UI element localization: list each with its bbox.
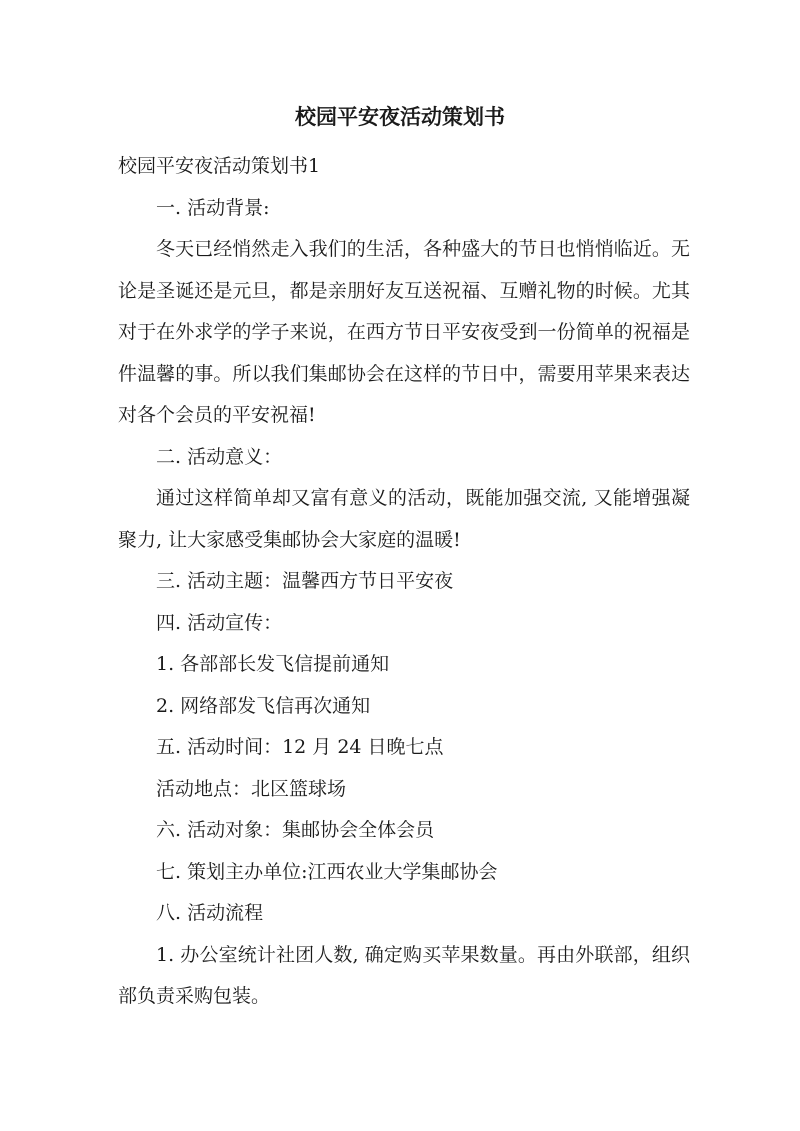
section-heading-significance: 二. 活动意义： [156, 445, 283, 468]
section-audience: 六. 活动对象：集邮协会全体会员 [156, 819, 435, 841]
section-location: 活动地点：北区篮球场 [156, 777, 347, 800]
section-heading-background: 一. 活动背景: [156, 196, 270, 219]
paragraph-significance: 通过这样简单却又富有意义的活动，既能加强交流, 又能增强凝聚力, 让大家感受集邮协会大家庭的温暖! [118, 487, 690, 551]
document-body [118, 146, 690, 1018]
document-title: 校园平安夜活动策划书 [295, 104, 505, 129]
process-item-1: 1. 办公室统计社团人数, 确定购买苹果数量。再由外联部，组织部负责采购包装。 [118, 943, 690, 1007]
section-heading-process: 八. 活动流程 [156, 902, 264, 924]
section-heading-promotion: 四. 活动宣传： [156, 611, 283, 634]
promotion-item-2: 2. 网络部发飞信再次通知 [156, 694, 371, 717]
section-theme: 三. 活动主题：温馨西方节日平安夜 [156, 570, 454, 592]
promotion-item-1: 1. 各部部长发飞信提前通知 [156, 653, 390, 675]
subtitle-line: 校园平安夜活动策划书1 [118, 155, 321, 177]
paragraph-background: 冬天已经悄然走入我们的生活，各种盛大的节日也悄悄临近。无论是圣诞还是元旦，都是亲朋好友互送祝福、互赠礼物的时候。尤其对于在外求学的学子来说，在西方节日平安夜受到一份简单的祝福是件温馨的事。所以我们集邮协会在这样的节日中，需要用苹果来表达对各个会员的平安祝福! [118, 238, 690, 426]
section-organizer: 七. 策划主办单位:江西农业大学集邮协会 [156, 860, 498, 883]
section-time: 五. 活动时间：12 月 24 日晚七点 [156, 736, 444, 758]
